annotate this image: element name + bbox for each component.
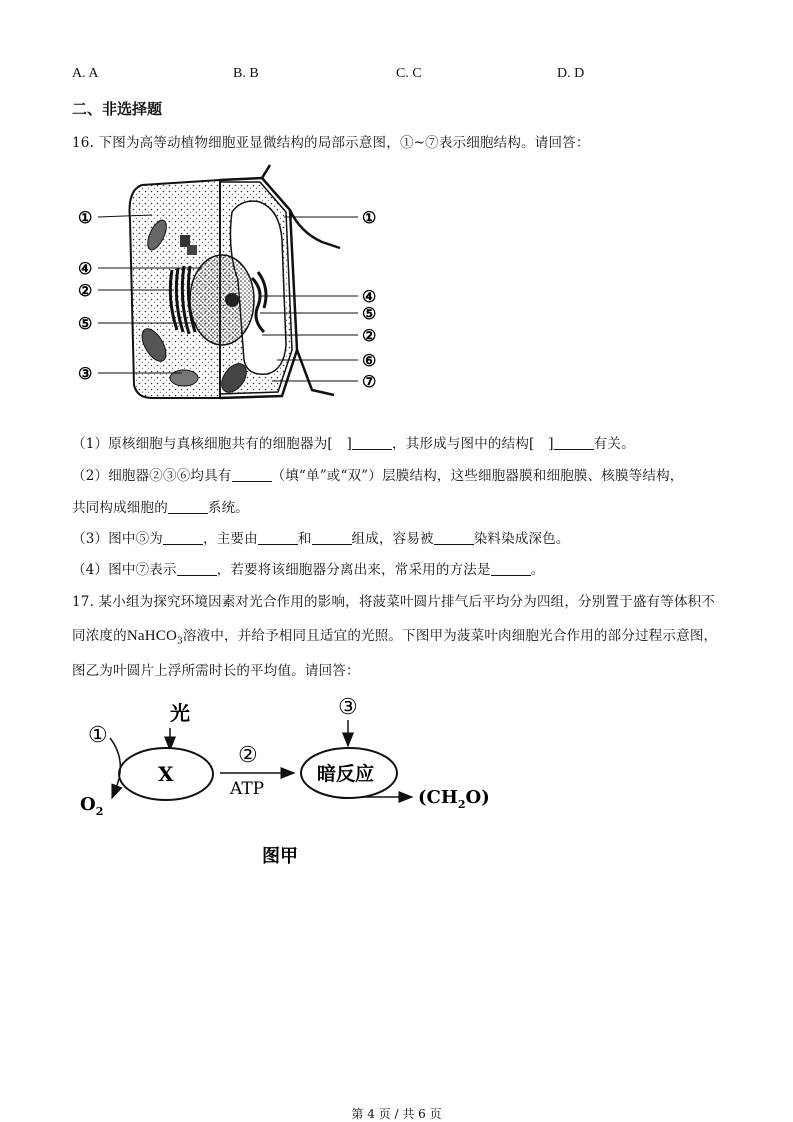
answer-blank[interactable] xyxy=(258,532,298,545)
fig-label: ④ xyxy=(362,287,377,306)
fig-label: ① xyxy=(78,208,93,227)
answer-blank[interactable] xyxy=(232,469,272,482)
option-a: A. A xyxy=(72,66,99,81)
q16-sub3-text: （3）图中⑤为 xyxy=(72,531,163,547)
q16-sub3 xyxy=(72,527,570,547)
water-arrow xyxy=(110,738,120,798)
answer-blank[interactable] xyxy=(163,532,203,545)
fig-label: ③ xyxy=(78,364,93,383)
q16-sub2-cont xyxy=(72,496,249,516)
option-d: D. D xyxy=(557,66,585,81)
q17-text: 溶液中，并给予相同且适宜的光照。下图甲为菠菜叶肉细胞光合作用的部分过程示意图， xyxy=(182,628,718,644)
fig-label: ④ xyxy=(78,259,93,278)
q17-line2 xyxy=(72,624,717,647)
atp-label: ATP xyxy=(230,779,265,799)
dark-reaction-label: 暗反应 xyxy=(317,763,375,785)
q16-sub4-text: （4）图中⑦表示 xyxy=(72,562,177,578)
answer-blank[interactable] xyxy=(434,532,474,545)
q16-sub1-text: （1）原核细胞与真核细胞共有的细胞器为[ ] xyxy=(72,436,353,452)
x-label: X xyxy=(158,762,174,786)
q16-sub2-text: 共同构成细胞的 xyxy=(72,500,168,516)
q16-sub4 xyxy=(72,558,544,578)
figure-caption: 图甲 xyxy=(262,846,298,867)
q16-sub4-text: 。 xyxy=(530,562,545,578)
option-b: B. B xyxy=(233,66,259,81)
q16-sub3-text: ，主要由 xyxy=(203,531,258,547)
q16-sub2-text: （填“单”或“双”）层膜结构，这些细胞器膜和细胞膜、核膜等结构， xyxy=(271,468,684,484)
answer-blank[interactable] xyxy=(491,563,531,576)
section-title: 二、非选择题 xyxy=(72,100,163,118)
chem-subscript: 3 xyxy=(176,636,183,647)
answer-blank[interactable] xyxy=(312,532,352,545)
answer-blank[interactable] xyxy=(168,501,208,514)
answer-blank[interactable] xyxy=(554,437,594,450)
q16-sub2-text: （2）细胞器②③⑥均具有 xyxy=(72,468,232,484)
nucleolus xyxy=(225,293,239,307)
label-2: ② xyxy=(238,743,258,768)
answer-blank[interactable] xyxy=(352,437,392,450)
fig-label: ② xyxy=(78,281,93,300)
q16-sub1 xyxy=(72,432,635,452)
q16-sub3-text: 染料染成深色。 xyxy=(473,531,570,547)
label-3: ③ xyxy=(338,695,358,720)
cell-structure-figure xyxy=(72,160,392,410)
chem-formula: NaHCO xyxy=(126,628,177,644)
fig-label: ⑤ xyxy=(78,314,93,333)
option-c: C. C xyxy=(396,66,422,81)
o2-label: $O_2$ xyxy=(80,794,104,818)
q16-sub2 xyxy=(72,464,684,484)
ribosome-cluster xyxy=(170,370,198,386)
q16-sub4-text: ，若要将该细胞器分离出来，常采用的方法是 xyxy=(216,562,491,578)
q17-text: 同浓度的 xyxy=(72,628,127,644)
product-label: $(CH_2O)$ xyxy=(418,787,490,811)
page-footer: 第 4 页 / 共 6 页 xyxy=(351,1107,442,1121)
fig-label: ⑦ xyxy=(362,372,377,391)
q16-sub2-text: 系统。 xyxy=(207,500,250,516)
q16-sub3-text: 组成，容易被 xyxy=(351,531,434,547)
label-1: ① xyxy=(88,723,108,748)
photosynthesis-diagram xyxy=(72,690,502,875)
light-label: 光 xyxy=(170,701,190,725)
answer-blank[interactable] xyxy=(177,563,217,576)
q16-sub3-text: 和 xyxy=(297,531,312,547)
fig-label: ⑤ xyxy=(362,304,377,323)
fig-label: ① xyxy=(362,208,377,227)
q17-line1: 17. 某小组为探究环境因素对光合作用的影响，将菠菜叶圆片排气后平均分为四组，分别置于盛有等体积不 xyxy=(72,594,716,610)
q17-line3: 图乙为叶圆片上浮所需时长的平均值。请回答： xyxy=(72,663,360,679)
q16-stem: 16. 下图为高等动植物细胞亚显微结构的局部示意图，①~⑦表示细胞结构。请回答： xyxy=(72,135,590,151)
q16-sub1-text: 有关。 xyxy=(593,436,635,452)
q16-sub1-text: ，其形成与图中的结构[ ] xyxy=(392,436,554,452)
centriole xyxy=(187,245,197,255)
fig-label: ② xyxy=(362,326,377,345)
fig-label: ⑥ xyxy=(362,351,377,370)
